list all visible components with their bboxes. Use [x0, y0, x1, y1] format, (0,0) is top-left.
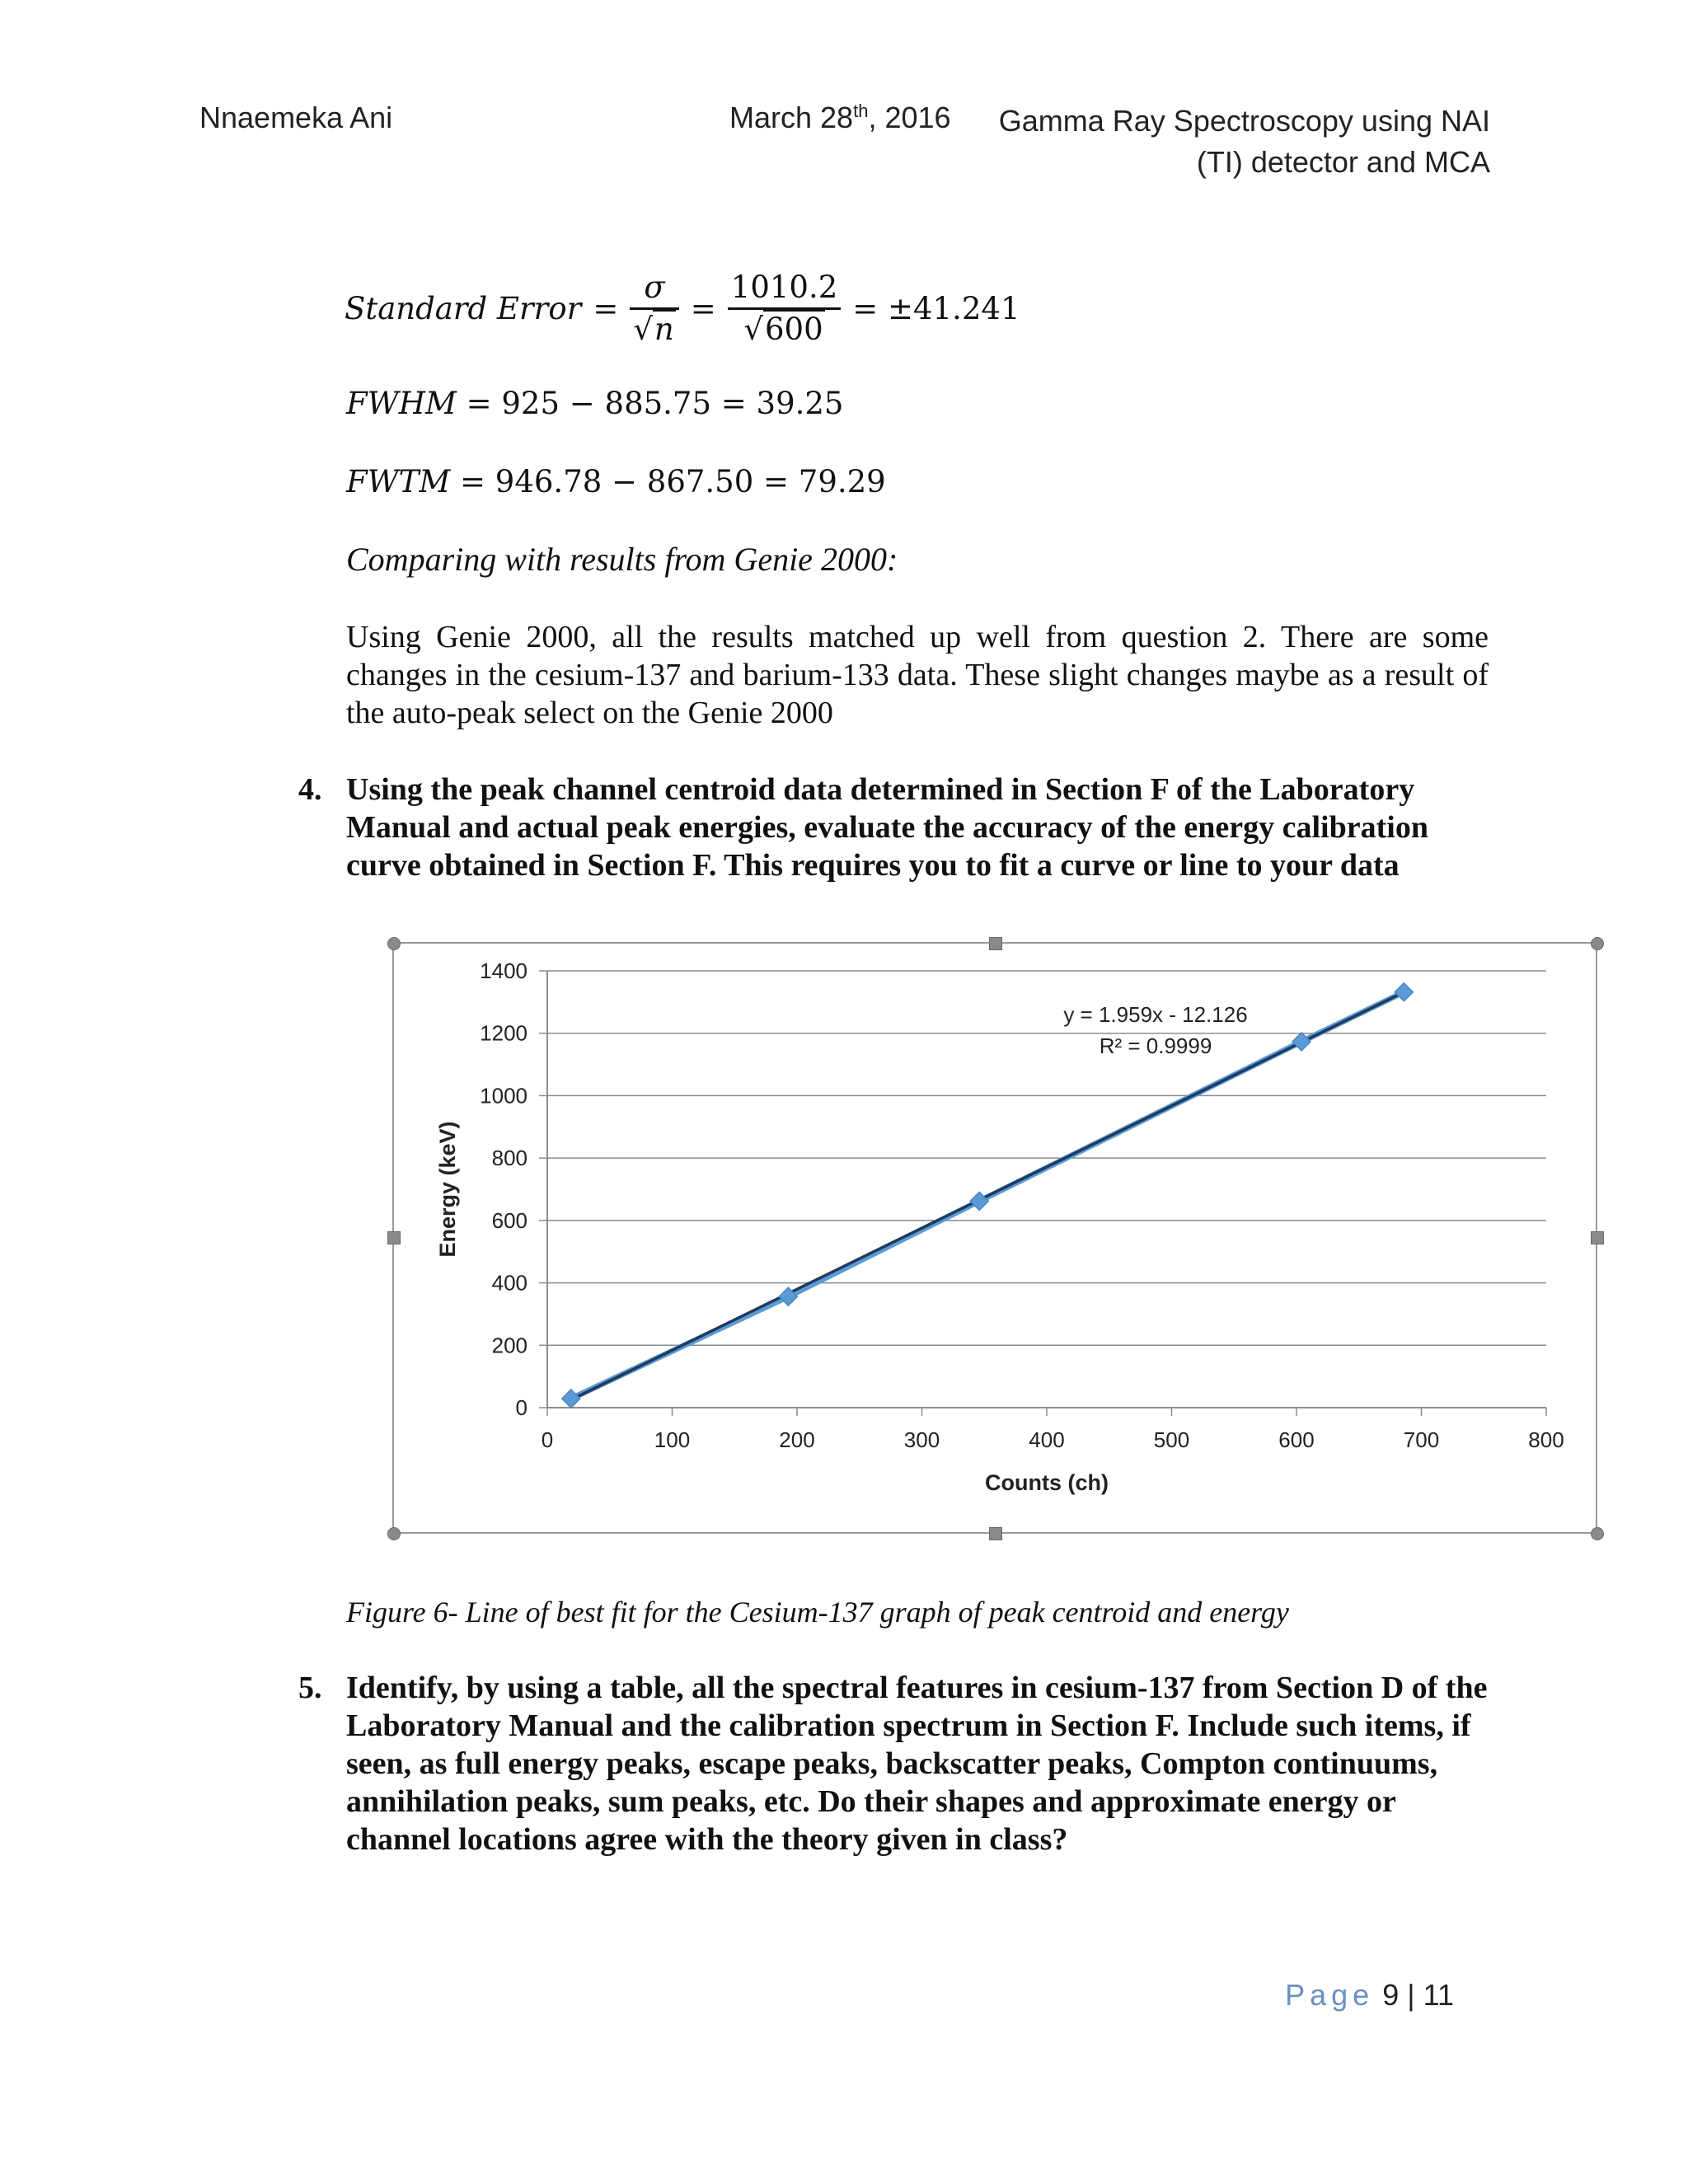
- question-4: [298, 771, 1489, 884]
- header-title-line2: (TI) detector and MCA: [1196, 145, 1490, 179]
- y-tick-label-400: 400: [491, 1270, 528, 1296]
- resize-handle-bottom-right[interactable]: [1591, 1527, 1604, 1540]
- header-date-main: March 28: [729, 101, 854, 134]
- equals-sign-2: =: [690, 291, 716, 326]
- question-4-text: Using the peak channel centroid data determined in Section F of the Laboratory Manual and actual peak energies, evaluate the accuracy of the energy calibration curve obtained in Section F. This requires you to fit a curve or line to your data: [346, 772, 1428, 883]
- fwtm-value: = 946.78 − 867.50 = 79.29: [460, 464, 886, 499]
- resize-handle-bottom-middle[interactable]: [989, 1527, 1002, 1540]
- question-5-text: Identify, by using a table, all the spectral features in cesium-137 from Section D of the Laboratory Manual and the calibration spectrum in Section F. Include such items, if seen, as full energy peaks, escape peaks, backscatter peaks, Compton continuums, annihilation peaks, sum peaks, etc. Do their shapes and approximate energy or channel locations agree with the theory given in class?: [346, 1671, 1488, 1857]
- resize-handle-bottom-left[interactable]: [387, 1527, 401, 1540]
- page-footer: [1285, 1978, 1454, 2013]
- x-tick-label-500: 500: [1153, 1427, 1190, 1452]
- x-tick-label-800: 800: [1528, 1427, 1564, 1452]
- question-5: [298, 1669, 1492, 1858]
- fwhm-value: = 925 − 885.75 = 39.25: [466, 386, 844, 421]
- header-date-sup: th: [853, 101, 869, 121]
- resize-handle-top-middle[interactable]: [989, 937, 1002, 950]
- resize-handle-top-right[interactable]: [1591, 937, 1604, 950]
- x-tick-label-600: 600: [1278, 1427, 1315, 1452]
- question-4-number: 4.: [298, 772, 322, 807]
- sigma-symbol: σ: [644, 269, 665, 305]
- header-author: Nnaemeka Ani: [199, 101, 393, 134]
- x-tick-label-100: 100: [654, 1427, 691, 1452]
- numeric-fraction: $\frac{1010.2}{√600}$: [728, 268, 841, 349]
- resize-handle-middle-right[interactable]: [1591, 1231, 1604, 1244]
- x-tick-label-200: 200: [779, 1427, 815, 1452]
- x-tick-label-300: 300: [903, 1427, 940, 1452]
- fwtm-label: FWTM: [346, 464, 451, 499]
- x-tick-label-400: 400: [1029, 1427, 1065, 1452]
- total-pages: 11: [1423, 1978, 1454, 2012]
- x-tick-label-700: 700: [1403, 1427, 1440, 1452]
- resize-handle-middle-left[interactable]: [387, 1231, 401, 1244]
- figure-caption: Figure 6- Line of best fit for the Cesium-137 graph of peak centroid and energy: [346, 1596, 1289, 1629]
- fraction-numerator: 1010.2: [728, 268, 841, 310]
- y-tick-label-1200: 1200: [480, 1020, 528, 1046]
- calibration-chart: [391, 938, 1599, 1538]
- y-tick-label-800: 800: [491, 1146, 528, 1171]
- y-tick-label-0: 0: [515, 1395, 528, 1420]
- n-symbol: n: [654, 312, 674, 347]
- y-tick-label-1400: 1400: [480, 958, 528, 983]
- x-axis-title: Counts (ch): [985, 1470, 1109, 1495]
- standard-error-result: = ±41.241: [852, 291, 1020, 326]
- header-title-line1: Gamma Ray Spectroscopy using NAI: [998, 104, 1490, 138]
- header-date: [729, 101, 951, 135]
- x-tick-label-0: 0: [541, 1427, 554, 1452]
- resize-handle-top-left[interactable]: [387, 937, 401, 950]
- trendline-equation: y = 1.959x - 12.126: [1063, 1002, 1248, 1027]
- question-5-number: 5.: [298, 1671, 322, 1705]
- fwtm-equation: [346, 464, 886, 499]
- fwhm-label: FWHM: [346, 386, 457, 421]
- sigma-over-root-n: $\frac{\sigma}{√n}$: [630, 268, 678, 349]
- equals-sign: =: [593, 291, 619, 326]
- page-label: Page: [1285, 1978, 1375, 2012]
- y-axis-title: Energy (keV): [435, 1121, 460, 1258]
- chart-frame[interactable]: [391, 938, 1599, 1538]
- comparing-paragraph: Using Genie 2000, all the results matched up well from question 2. There are some changes in the cesium-137 and barium-133 data. These slight changes maybe as a result of the auto-peak select on the Genie 2000: [346, 620, 1489, 730]
- standard-error-label: Standard Error: [345, 291, 582, 326]
- fraction-denominator: 600: [764, 312, 823, 347]
- page-number: 9: [1382, 1978, 1400, 2012]
- y-tick-label-1000: 1000: [480, 1083, 528, 1108]
- fwhm-equation: [346, 386, 843, 421]
- header-title: [999, 101, 1490, 183]
- page-separator: |: [1407, 1978, 1415, 2012]
- y-tick-label-200: 200: [491, 1333, 528, 1358]
- standard-error-equation: [345, 268, 1020, 349]
- header-date-year: , 2016: [868, 101, 951, 134]
- trendline-r-squared: R² = 0.9999: [1099, 1033, 1212, 1058]
- y-tick-label-600: 600: [491, 1207, 528, 1233]
- comparing-heading: Comparing with results from Genie 2000:: [346, 541, 898, 578]
